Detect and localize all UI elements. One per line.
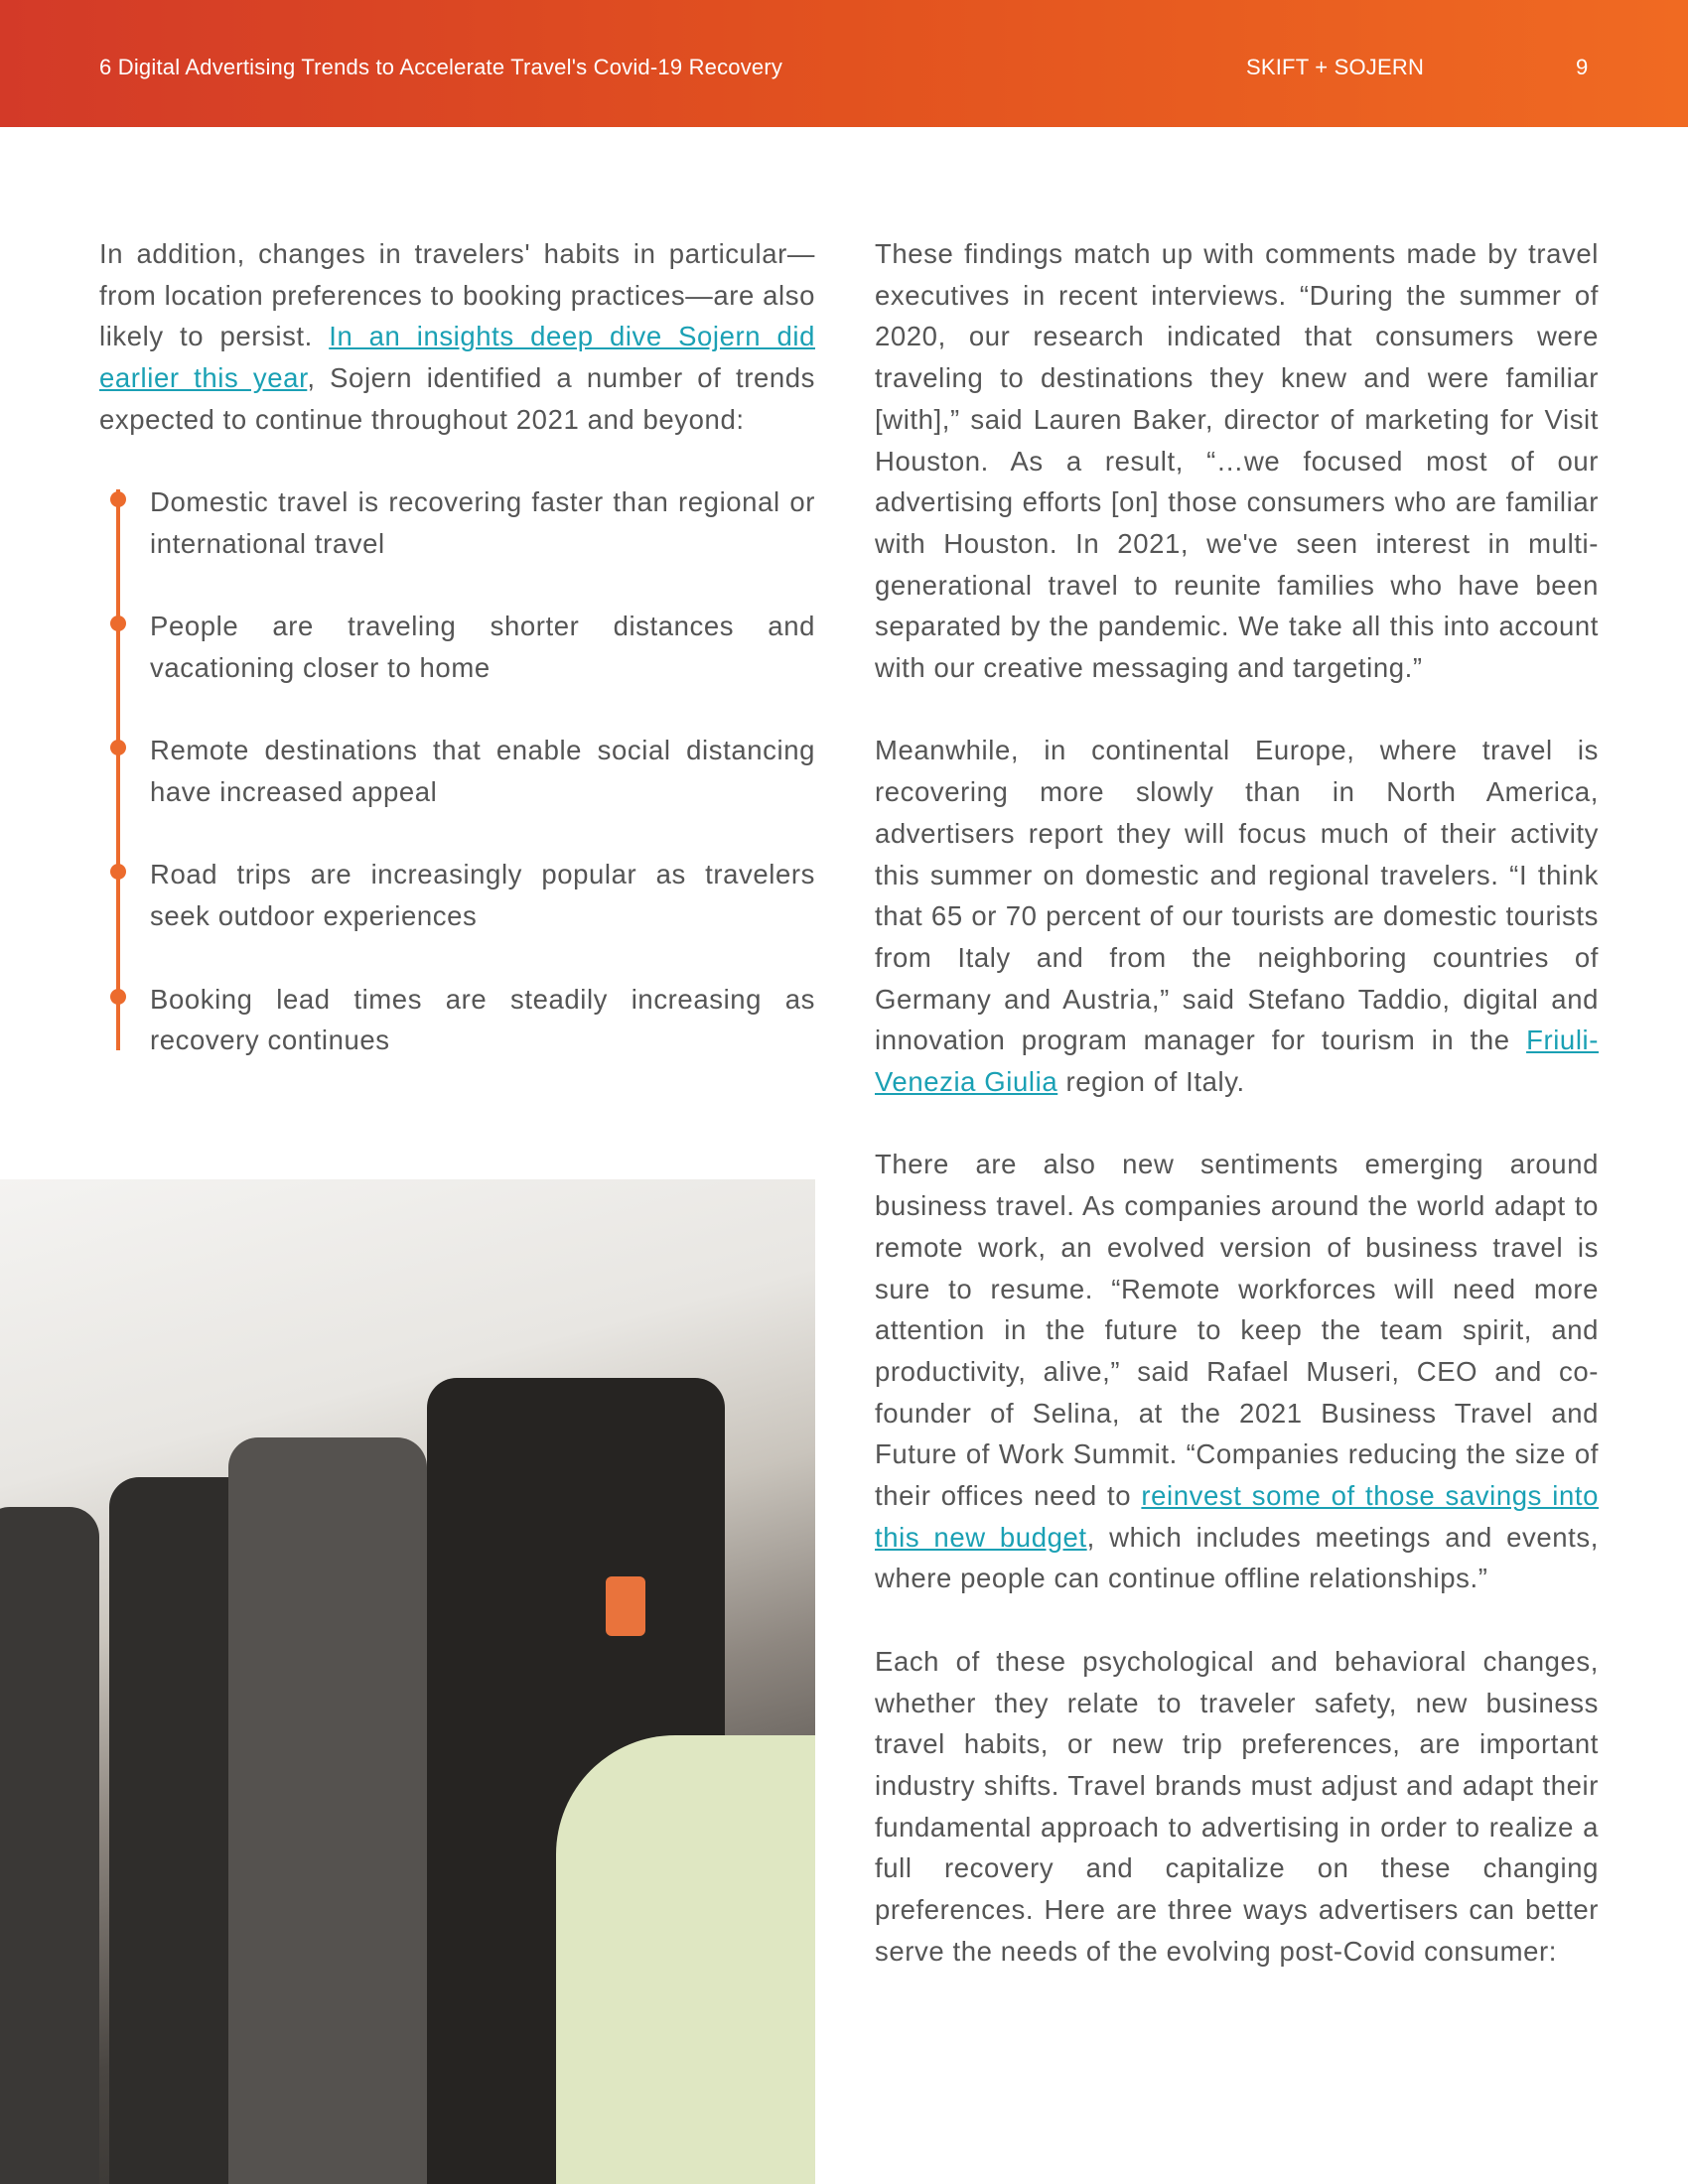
list-item — [99, 730, 815, 812]
reinvest-savings-link[interactable]: reinvest some of those savings into this new budget — [875, 1480, 1599, 1553]
list-item — [99, 854, 815, 936]
brand-label: SKIFT + SOJERN — [1246, 55, 1425, 79]
paragraph-conclusion: Each of these psychological and behavioral changes, whether they relate to traveler safety, new business travel habits, or new trip preferences, are important industry shifts. Travel brands must adjust and adapt their fundamental approach to advertising in order to realize a full recovery and capitalize on these changing preferences. Here are three ways advertisers can better serve the needs of the evolving post-Covid consumer: — [875, 1645, 1599, 1967]
list-item-text: Remote destinations that enable social distancing have increased appeal — [150, 735, 815, 808]
business-text-end: , which includes meetings and events, where people can continue offline relationships.” — [875, 1521, 1599, 1594]
bullet-dot-icon — [110, 615, 126, 631]
paragraph-findings: These findings match up with comments made by travel executives in recent interviews. “During the summer of 2020, our research indicated that consumers were traveling to destinations they knew and were familiar [with],” said Lauren Baker, director of marketing for Visit Houston. As a result, “…we focused most of our advertising efforts [on] those consumers who are familiar with Houston. In 2021, we've seen interest in multi-generational travel to reunite families who have been separated by the pandemic. We take all this into account with our creative messaging and targeting.” — [875, 238, 1599, 684]
bullet-dot-icon — [110, 989, 126, 1005]
document-title: 6 Digital Advertising Trends to Accelerate Travel's Covid-19 Recovery — [99, 55, 783, 79]
bullet-dot-icon — [110, 491, 126, 507]
left-column — [99, 233, 815, 1103]
list-item-text: Road trips are increasingly popular as travelers seek outdoor experiences — [150, 859, 815, 932]
page-number: 9 — [1576, 55, 1589, 79]
list-item-text: Booking lead times are steadily increasing as recovery continues — [150, 983, 815, 1056]
bullet-dot-icon — [110, 740, 126, 755]
business-text: There are also new sentiments emerging around business travel. As companies around the world adapt to remote work, an evolved version of business travel is sure to resume. “Remote workforces will need more attention in the future to keep the team spirit, and productivity, alive,” said Rafael Museri, CEO and co-founder of Selina, at the 2021 Business Travel and Future of Work Summit. “Companies reducing the size of their offices need to — [875, 1149, 1599, 1512]
europe-text-end: region of Italy. — [1057, 1066, 1245, 1098]
airplane-cabin-photo — [0, 1179, 815, 2184]
europe-text: Meanwhile, in continental Europe, where travel is recovering more slowly than in North America, advertisers report they will focus much of their activity this summer on domestic and regional travelers. “I think that 65 or 70 percent of our tourists are domestic tourists from Italy and from the neighboring countries of Germany and Austria,” said Stefano Taddio, digital and innovation program manager for tourism in the — [875, 735, 1599, 1056]
bullet-dot-icon — [110, 864, 126, 880]
paragraph-europe — [875, 730, 1599, 1102]
list-item — [99, 606, 815, 688]
list-item-text: Domestic travel is recovering faster than regional or international travel — [150, 486, 815, 559]
list-item — [99, 481, 815, 564]
trends-list — [99, 481, 815, 1061]
intro-text-end: , Sojern identified a number of trends expected to continue throughout 2021 and beyond: — [99, 362, 815, 435]
intro-paragraph — [99, 233, 815, 441]
intro-text: In addition, changes in travelers' habits in particular—from location preferences to booking practices—are also likely to persist. — [99, 238, 815, 352]
list-item-text: People are traveling shorter distances and vacationing closer to home — [150, 611, 815, 683]
friuli-venezia-giulia-link[interactable]: Friuli-Venezia Giulia — [875, 1024, 1599, 1098]
paragraph-business-travel — [875, 1144, 1599, 1599]
right-column — [875, 233, 1599, 2013]
page-header — [0, 0, 1688, 127]
list-item — [99, 979, 815, 1061]
insights-deep-dive-link[interactable]: In an insights deep dive Sojern did earlier this year — [99, 321, 815, 394]
